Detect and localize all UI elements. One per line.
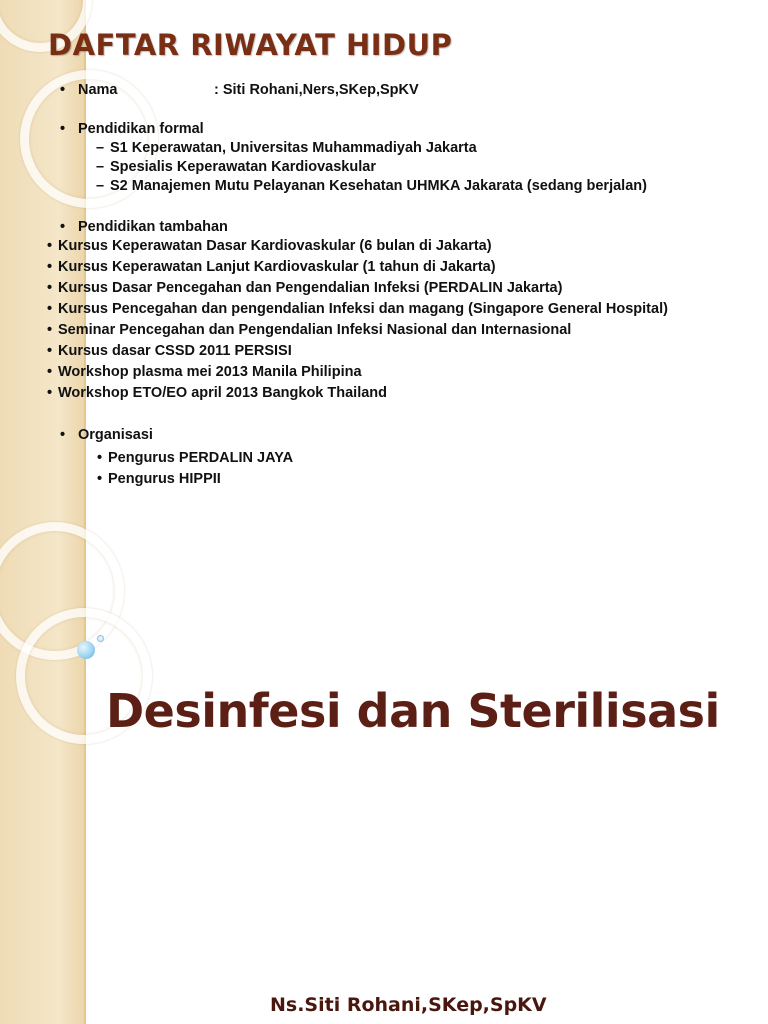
bullet-icon: •: [47, 301, 53, 317]
bullet-icon: •: [47, 343, 53, 359]
bullet-icon: •: [47, 364, 53, 380]
list-item: Kursus Pencegahan dan pengendalian Infeksi dan magang (Singapore General Hospital): [58, 301, 668, 317]
list-item: S2 Manajemen Mutu Pelayanan Kesehatan UHMKA Jakarata (sedang berjalan): [110, 178, 647, 194]
list-item: Seminar Pencegahan dan Pengendalian Infeksi Nasional dan Internasional: [58, 322, 572, 338]
bullet-icon: •: [60, 427, 66, 443]
author-name: Ns.Siti Rohani,SKep,SpKV: [270, 994, 547, 1016]
pendidikan-tambahan-label: Pendidikan tambahan: [78, 219, 228, 235]
bullet-icon: •: [60, 121, 66, 137]
nama-value: : Siti Rohani,Ners,SKep,SpKV: [214, 82, 419, 98]
bullet-icon: •: [47, 385, 53, 401]
bullet-icon: •: [97, 450, 103, 466]
decorative-bubble: [97, 635, 104, 642]
nama-label: Nama: [78, 82, 118, 98]
bullet-icon: •: [47, 259, 53, 275]
decorative-bubble: [77, 641, 95, 659]
list-item: Workshop ETO/EO april 2013 Bangkok Thailand: [58, 385, 388, 401]
bullet-icon: •: [60, 82, 66, 98]
list-item: Pengurus HIPPII: [108, 471, 221, 487]
dash-icon: –: [96, 159, 105, 175]
list-item: Kursus dasar CSSD 2011 PERSISI: [58, 343, 292, 359]
bullet-icon: •: [60, 219, 66, 235]
bullet-icon: •: [47, 322, 53, 338]
bullet-icon: •: [97, 471, 103, 487]
list-item: Kursus Keperawatan Lanjut Kardiovaskular (1 tahun di Jakarta): [58, 259, 496, 275]
list-item: Spesialis Keperawatan Kardiovaskular: [110, 159, 376, 175]
dash-icon: –: [96, 178, 105, 194]
bullet-icon: •: [47, 238, 53, 254]
bullet-icon: •: [47, 280, 53, 296]
dash-icon: –: [96, 140, 105, 156]
list-item: Kursus Dasar Pencegahan dan Pengendalian Infeksi (PERDALIN Jakarta): [58, 280, 563, 296]
list-item: S1 Keperawatan, Universitas Muhammadiyah Jakarta: [110, 140, 477, 156]
list-item: Kursus Keperawatan Dasar Kardiovaskular (6 bulan di Jakarta): [58, 238, 492, 254]
list-item: Workshop plasma mei 2013 Manila Philipina: [58, 364, 362, 380]
presentation-title: Desinfesi dan Sterilisasi: [106, 684, 720, 738]
slide-title: [0, 512, 768, 1024]
organisasi-label: Organisasi: [78, 427, 153, 443]
page-title: DAFTAR RIWAYAT HIDUP: [48, 28, 453, 62]
pendidikan-formal-label: Pendidikan formal: [78, 121, 204, 137]
list-item: Pengurus PERDALIN JAYA: [108, 450, 294, 466]
